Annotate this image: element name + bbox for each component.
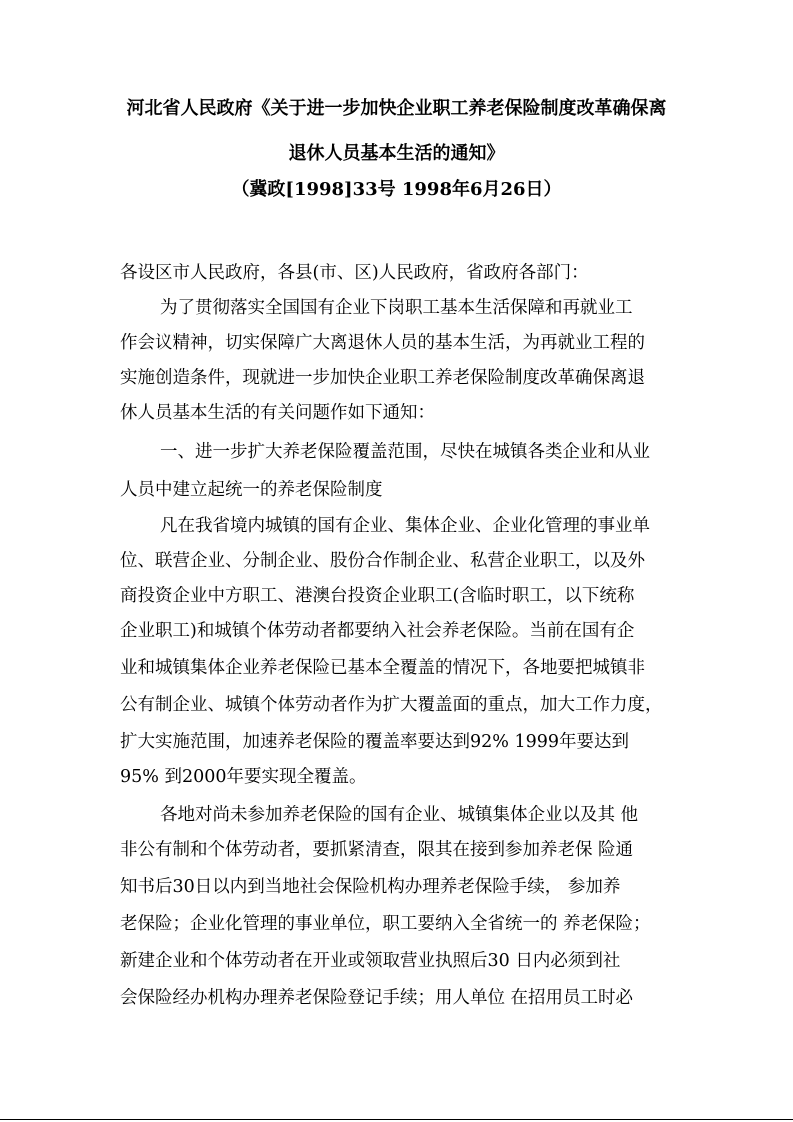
section-heading-line: 一、进一步扩大养老保险覆盖范围，尽快在城镇各类企业和从业 [160, 442, 650, 462]
body-line: 实施创造条件，现就进一步加快企业职工养老保险制度改革确保离退 [120, 368, 645, 388]
body-line: 作会议精神，切实保障广大离退休人员的基本生活，为再就业工程的 [120, 333, 645, 353]
body-line: 扩大实施范围，加速养老保险的覆盖率要达到92% 1999年要达到 [120, 732, 629, 752]
document-subtitle: （冀政[1998]33号 1998年6月26日） [231, 179, 562, 200]
body-line: 商投资企业中方职工、港澳台投资企业职工(含临时职工，以下统称 [120, 586, 635, 606]
body-line: 公有制企业、城镇个体劳动者作为扩大覆盖面的重点，加大工作力度， [120, 695, 663, 715]
body-line: 为了贯彻落实全国国有企业下岗职工基本生活保障和再就业工 [160, 298, 633, 318]
body-line: 老保险；企业化管理的事业单位，职工要纳入全省统一的 养老保险； [120, 914, 651, 934]
salutation-line: 各设区市人民政府，各县(市、区)人民政府，省政府各部门： [120, 263, 589, 283]
body-line: 休人员基本生活的有关问题作如下通知： [120, 403, 435, 423]
document-title-line-1: 河北省人民政府《关于进一步加快企业职工养老保险制度改革确保离 [126, 98, 667, 119]
body-line: 位、联营企业、分制企业、股份合作制企业、私营企业职工，以及外 [120, 551, 645, 571]
body-line: 企业职工)和城镇个体劳动者都要纳入社会养老保险。当前在国有企 [120, 621, 635, 641]
section-heading-line: 人员中建立起统一的养老保险制度 [120, 480, 383, 500]
body-line: 知书后30日以内到当地社会保险机构办理养老保险手续， 参加养 [120, 877, 621, 897]
body-line: 新建企业和个体劳动者在开业或领取营业执照后30 日内必须到社 [120, 951, 621, 971]
body-line: 各地对尚未参加养老保险的国有企业、城镇集体企业以及其 他 [160, 805, 639, 825]
body-line: 凡在我省境内城镇的国有企业、集体企业、企业化管理的事业单 [160, 516, 650, 536]
body-line: 95% 到2000年要实现全覆盖。 [120, 767, 367, 787]
body-line: 会保险经办机构办理养老保险登记手续；用人单位 在招用员工时必 [120, 988, 634, 1008]
document-title-line-2: 退休人员基本生活的通知》 [288, 143, 505, 164]
body-line: 业和城镇集体企业养老保险已基本全覆盖的情况下，各地要把城镇非 [120, 658, 645, 678]
page-bottom-rule [0, 1119, 793, 1120]
body-line: 非公有制和个体劳动者，要抓紧清查，限其在接到参加养老保 险通 [120, 840, 634, 860]
